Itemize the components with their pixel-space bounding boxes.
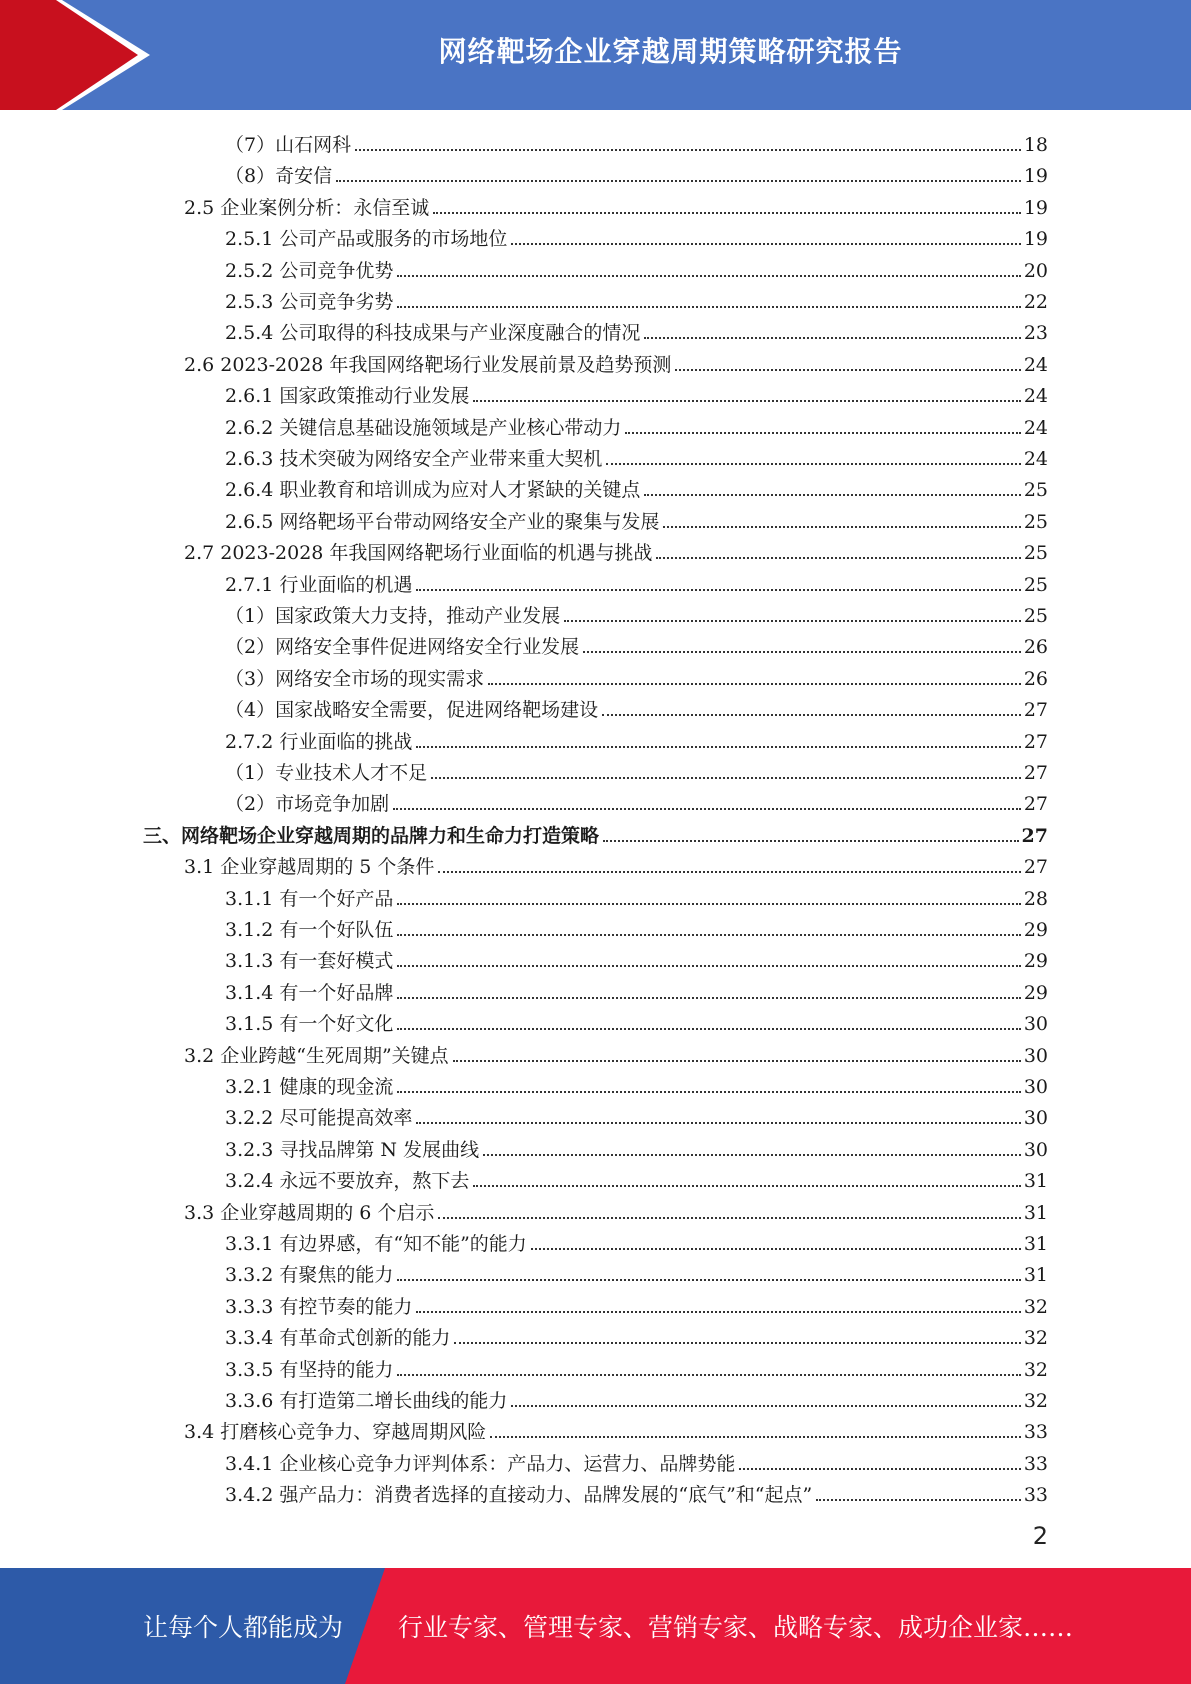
toc-entry-label: 2.5.4 公司取得的科技成果与产业深度融合的情况: [225, 322, 641, 345]
toc-dot-leader: [416, 589, 1020, 591]
toc-entry[interactable]: [184, 189, 1048, 220]
toc-entry-label: 3.2.4 永远不要放弃，熬下去: [225, 1170, 470, 1193]
toc-entry-label: 三、网络靶场企业穿越周期的品牌力和生命力打造策略: [143, 824, 600, 847]
toc-entry[interactable]: [225, 1351, 1048, 1382]
page-number: 2: [1032, 1522, 1048, 1550]
toc-entry[interactable]: [225, 220, 1048, 251]
toc-dot-leader: [438, 871, 1020, 873]
toc-entry-label: 3.1.3 有一套好模式: [225, 950, 394, 973]
toc-entry[interactable]: [225, 157, 1048, 188]
toc-entry-label: 3.2.3 寻找品牌第 N 发展曲线: [225, 1138, 480, 1161]
toc-entry-page: 31: [1023, 1170, 1048, 1193]
toc-entry-label: 3.1 企业穿越周期的 5 个条件: [184, 856, 435, 879]
toc-entry-label: （4）国家战略安全需要，促进网络靶场建设: [225, 699, 599, 722]
toc-dot-leader: [603, 840, 1019, 842]
toc-dot-leader: [644, 337, 1020, 339]
toc-dot-leader: [397, 1279, 1020, 1281]
toc-dot-leader: [397, 1091, 1020, 1093]
toc-dot-leader: [397, 934, 1020, 936]
toc-entry-label: 2.7.2 行业面临的挑战: [225, 730, 413, 753]
toc-entry[interactable]: [225, 503, 1048, 534]
toc-entry-label: 3.3.2 有聚焦的能力: [225, 1264, 394, 1287]
toc-dot-leader: [454, 1342, 1020, 1344]
toc-dot-leader: [488, 683, 1021, 685]
toc-dot-leader: [602, 714, 1021, 716]
toc-entry[interactable]: [225, 1131, 1048, 1162]
toc-dot-leader: [656, 557, 1020, 559]
toc-entry-page: 27: [1023, 856, 1048, 879]
toc-entry-label: 2.6.3 技术突破为网络安全产业带来重大契机: [225, 448, 603, 470]
toc-dot-leader: [625, 432, 1020, 434]
toc-entry[interactable]: [225, 471, 1048, 502]
toc-entry-label: 3.1.2 有一个好队伍: [225, 919, 394, 941]
toc-entry-page: 20: [1023, 259, 1048, 282]
toc-entry-label: （1）专业技术人才不足: [225, 762, 428, 784]
toc-entry[interactable]: [225, 252, 1048, 283]
toc-entry-label: 3.4.1 企业核心竞争力评判体系：产品力、运营力、品牌势能: [225, 1452, 736, 1475]
toc-entry-label: 2.5.2 公司竞争优势: [225, 259, 394, 282]
toc-entry-page: 30: [1023, 1076, 1048, 1098]
toc-dot-leader: [336, 180, 1021, 182]
toc-entry[interactable]: [225, 1445, 1048, 1476]
toc-entry-page: 33: [1023, 1452, 1048, 1475]
toc-dot-leader: [453, 1060, 1021, 1062]
toc-dot-leader: [739, 1468, 1020, 1470]
footer-slogan-right: 行业专家、管理专家、营销专家、战略专家、成功企业家……: [398, 1613, 1074, 1642]
toc-entry-page: 27: [1021, 824, 1048, 847]
toc-entry[interactable]: [225, 1225, 1048, 1256]
toc-entry-label: 2.6.1 国家政策推动行业发展: [225, 385, 470, 408]
toc-entry-label: 2.6.4 职业教育和培训成为应对人才紧缺的关键点: [225, 479, 641, 502]
toc-entry-page: 33: [1023, 1484, 1048, 1507]
page-footer: [0, 1568, 1191, 1684]
toc-entry[interactable]: [225, 314, 1048, 345]
toc-entry-page: 32: [1023, 1358, 1048, 1381]
toc-entry-page: 32: [1023, 1295, 1048, 1318]
toc-dot-leader: [663, 526, 1020, 528]
toc-entry[interactable]: [225, 597, 1048, 628]
toc-entry-label: 2.7 2023-2028 年我国网络靶场行业面临的机遇与挑战: [184, 542, 653, 565]
toc-dot-leader: [433, 212, 1021, 214]
toc-dot-leader: [416, 746, 1020, 748]
footer-slogan-left: 让每个人都能成为: [143, 1613, 344, 1642]
toc-entry-page: 19: [1023, 165, 1048, 188]
toc-dot-leader: [416, 1311, 1020, 1313]
toc-dot-leader: [397, 275, 1020, 277]
toc-entry-label: 3.3.1 有边界感，有“知不能”的能力: [225, 1233, 527, 1255]
toc-dot-leader: [393, 808, 1021, 810]
toc-entry-label: （1）国家政策大力支持，推动产业发展: [225, 605, 561, 627]
toc-entry-page: 31: [1023, 1264, 1048, 1287]
toc-dot-leader: [531, 1248, 1021, 1250]
toc-dot-leader: [473, 400, 1020, 402]
toc-entry[interactable]: [225, 1068, 1048, 1099]
toc-entry[interactable]: [225, 1256, 1048, 1287]
toc-entry-page: 25: [1023, 605, 1048, 627]
toc-entry[interactable]: [225, 1099, 1048, 1130]
toc-entry-page: 27: [1023, 699, 1048, 722]
toc-dot-leader: [397, 997, 1020, 999]
toc-entry-label: 3.2.2 尽可能提高效率: [225, 1107, 413, 1130]
toc-dot-leader: [644, 494, 1020, 496]
toc-entry-page: 30: [1023, 1107, 1048, 1130]
toc-dot-leader: [564, 620, 1021, 622]
toc-entry[interactable]: [184, 534, 1048, 565]
toc-entry-label: 2.5 企业案例分析：永信至诚: [184, 196, 430, 219]
toc-entry-page: 29: [1023, 950, 1048, 973]
toc-entry-page: 33: [1023, 1421, 1048, 1444]
toc-entry-label: （3）网络安全市场的现实需求: [225, 667, 485, 690]
toc-entry-page: 29: [1023, 919, 1048, 941]
toc-dot-leader: [490, 1436, 1021, 1438]
toc-entry[interactable]: [225, 911, 1048, 942]
toc-dot-leader: [355, 149, 1021, 151]
toc-entry-label: （2）市场竞争加剧: [225, 793, 390, 816]
toc-dot-leader: [397, 1028, 1020, 1030]
toc-entry-label: 2.7.1 行业面临的机遇: [225, 573, 413, 596]
toc-dot-leader: [473, 1185, 1020, 1187]
toc-entry[interactable]: [225, 409, 1048, 440]
toc-entry[interactable]: [225, 880, 1048, 911]
toc-entry[interactable]: [225, 942, 1048, 973]
toc-entry[interactable]: [225, 660, 1048, 691]
toc-entry-label: 3.3.4 有革命式创新的能力: [225, 1327, 451, 1350]
toc-dot-leader: [606, 463, 1020, 465]
toc-entry-page: 27: [1023, 793, 1048, 816]
toc-entry-page: 19: [1023, 196, 1048, 219]
toc-entry-label: 3.4.2 强产品力：消费者选择的直接动力、品牌发展的“底气”和“起点”: [225, 1484, 813, 1507]
toc-entry[interactable]: [225, 1005, 1048, 1036]
toc-entry-page: 24: [1023, 385, 1048, 408]
toc-entry-label: 3.2 企业跨越“生死周期”关键点: [184, 1044, 449, 1067]
toc-entry-label: 3.1.1 有一个好产品: [225, 887, 394, 910]
toc-entry-page: 23: [1023, 322, 1048, 345]
toc-entry-label: （7）山石网科: [225, 134, 352, 156]
page-header: [0, 0, 1191, 110]
toc-entry-label: （2）网络安全事件促进网络安全行业发展: [225, 636, 580, 659]
toc-dot-leader: [511, 1405, 1020, 1407]
toc-entry-page: 25: [1023, 542, 1048, 565]
toc-entry[interactable]: [225, 785, 1048, 816]
toc-entry-label: 3.4 打磨核心竞争力、穿越周期风险: [184, 1421, 487, 1444]
toc-entry-label: 2.5.3 公司竞争劣势: [225, 291, 394, 313]
toc-dot-leader: [511, 243, 1020, 245]
report-title: 网络靶场企业穿越周期策略研究报告: [438, 35, 903, 68]
toc-entry[interactable]: [225, 974, 1048, 1005]
toc-entry-label: 2.6.5 网络靶场平台带动网络安全产业的聚集与发展: [225, 510, 660, 533]
toc-entry-page: 28: [1023, 887, 1048, 910]
toc-entry-label: 3.1.4 有一个好品牌: [225, 981, 394, 1004]
toc-entry-page: 31: [1023, 1201, 1048, 1224]
toc-entry-label: 3.3 企业穿越周期的 6 个启示: [184, 1201, 435, 1224]
toc-entry[interactable]: [184, 1037, 1048, 1068]
toc-entry[interactable]: [225, 1288, 1048, 1319]
toc-entry-label: 3.1.5 有一个好文化: [225, 1013, 394, 1036]
toc-entry-page: 26: [1023, 636, 1048, 659]
toc-dot-leader: [483, 1154, 1021, 1156]
toc-entry-page: 32: [1023, 1327, 1048, 1350]
toc-entry-page: 22: [1023, 291, 1048, 313]
toc-entry-page: 19: [1023, 228, 1048, 251]
toc-entry[interactable]: [184, 1413, 1048, 1444]
toc-entry-page: 31: [1023, 1233, 1048, 1255]
toc-entry-page: 30: [1023, 1044, 1048, 1067]
toc-entry-page: 24: [1023, 353, 1048, 376]
toc-entry[interactable]: [184, 1194, 1048, 1225]
toc-entry-label: 3.2.1 健康的现金流: [225, 1076, 394, 1098]
toc-entry-page: 25: [1023, 573, 1048, 596]
toc-entry[interactable]: [184, 848, 1048, 879]
toc-entry[interactable]: [225, 628, 1048, 659]
red-arrow-decoration: [0, 0, 150, 110]
toc-entry[interactable]: [225, 1476, 1048, 1507]
toc-entry[interactable]: [225, 754, 1048, 785]
toc-entry-label: 3.3.5 有坚持的能力: [225, 1358, 394, 1381]
toc-entry-label: 2.6.2 关键信息基础设施领域是产业核心带动力: [225, 416, 622, 439]
toc-entry-label: 2.6 2023-2028 年我国网络靶场行业发展前景及趋势预测: [184, 353, 672, 376]
toc-entry[interactable]: [143, 817, 1048, 848]
toc-dot-leader: [397, 1374, 1020, 1376]
toc-entry-page: 18: [1023, 134, 1048, 156]
toc-dot-leader: [397, 306, 1020, 308]
toc-entry[interactable]: [225, 283, 1048, 314]
toc-entry-page: 25: [1023, 479, 1048, 502]
toc-entry[interactable]: [184, 346, 1048, 377]
toc-dot-leader: [431, 777, 1021, 779]
toc-entry[interactable]: [225, 566, 1048, 597]
toc-entry[interactable]: [225, 1382, 1048, 1413]
toc-dot-leader: [397, 965, 1020, 967]
toc-dot-leader: [816, 1499, 1021, 1501]
toc-entry[interactable]: [225, 691, 1048, 722]
toc-entry-label: 2.5.1 公司产品或服务的市场地位: [225, 228, 508, 251]
toc-entry-page: 25: [1023, 510, 1048, 533]
toc-entry-label: （8）奇安信: [225, 165, 333, 188]
toc-entry-label: 3.3.6 有打造第二增长曲线的能力: [225, 1390, 508, 1412]
toc-entry-page: 30: [1023, 1138, 1048, 1161]
toc-dot-leader: [675, 369, 1020, 371]
toc-entry-page: 30: [1023, 1013, 1048, 1036]
toc-entry-page: 24: [1023, 448, 1048, 470]
toc-entry-page: 26: [1023, 667, 1048, 690]
toc-entry[interactable]: [225, 377, 1048, 408]
toc-entry-page: 24: [1023, 416, 1048, 439]
toc-entry-page: 27: [1023, 730, 1048, 753]
toc-entry-page: 32: [1023, 1390, 1048, 1412]
toc-entry-page: 27: [1023, 762, 1048, 784]
toc-entry[interactable]: [225, 723, 1048, 754]
toc-entry-page: 29: [1023, 981, 1048, 1004]
toc-entry[interactable]: [225, 126, 1048, 157]
toc-entry[interactable]: [225, 440, 1048, 471]
toc-entry-label: 3.3.3 有控节奏的能力: [225, 1295, 413, 1318]
toc-entry[interactable]: [225, 1162, 1048, 1193]
toc-dot-leader: [416, 1122, 1020, 1124]
toc-entry[interactable]: [225, 1319, 1048, 1350]
toc-dot-leader: [583, 651, 1021, 653]
toc-dot-leader: [397, 903, 1020, 905]
toc-dot-leader: [438, 1217, 1020, 1219]
